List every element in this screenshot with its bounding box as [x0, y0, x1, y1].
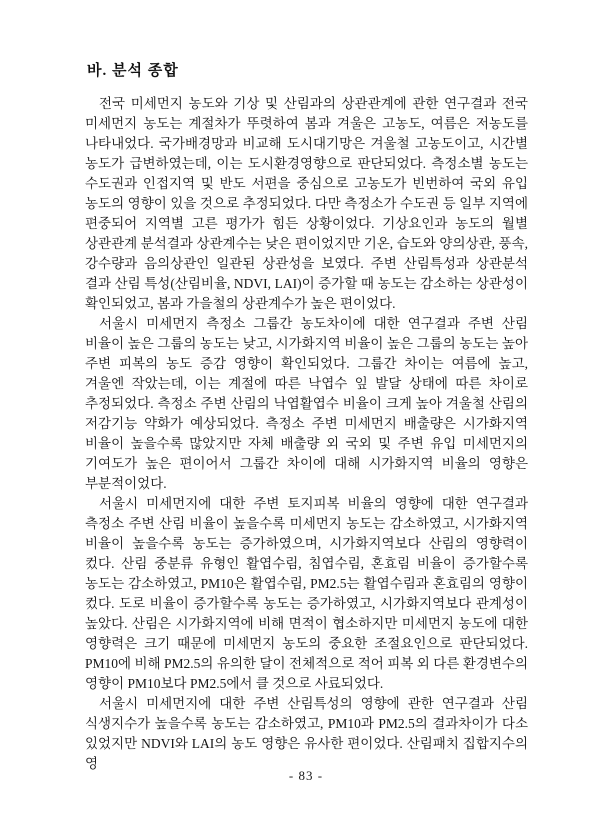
paragraph-landcover-ratio-effect: 서울시 미세먼지에 대한 주변 토지피복 비율의 영향에 대한 연구결과 측정소 주변 산림 비율이 높을수록 미세먼지 농도는 감소하였고, 시가화지역 비율이 높을수록 농도는 증가하였으며, 시가화지역보다 산림의 영향력이 컸다. 산림 중분류 유형인 활엽수림, 침엽수림, 혼효림 비율이 증가할수록 농도는 감소하였고, PM10은 활엽수림, PM2.5는 활엽수림과 혼효림의 영향이 컸다. 도로 비율이 증가할수록 농도는 증가하였고, 시가화지역보다 관계성이 높았다. 산림은 시가화지역에 비해 면적이 협소하지만 미세먼지 농도에 대한 영향력은 크기 때문에 미세먼지 농도의 중요한 조절요인으로 판단되었다. PM10에 비해 PM2.5의 유의한 달이 전체적으로 적어 피복 외 다른 환경변수의 영향이 PM10보다 PM2.5에서 클 것으로 사료되었다.: [85, 496, 528, 691]
section-heading: 바. 분석 종합: [87, 63, 179, 79]
paragraph-forest-characteristics-effect: 서울시 미세먼지에 대한 주변 산림특성의 영향에 관한 연구결과 산림 식생지수가 높을수록 농도는 감소하였고, PM10과 PM2.5의 결과차이가 다소 있었지만 NDVI와 LAI의 농도 영향은 유사한 편이었다. 산림패치 집합지수의 영: [85, 696, 528, 771]
paragraph-seoul-station-groups: 서울시 미세먼지 측정소 그룹간 농도차이에 대한 연구결과 주변 산림 비율이 높은 그룹의 농도는 낮고, 시가화지역 비율이 높은 그룹의 농도는 높아 주변 피복의 농도 증감 영향이 확인되었다. 그룹간 차이는 여름에 높고, 겨울엔 작았는데, 이는 계절에 따른 낙엽수 잎 발달 상태에 따른 차이로 추정되었다. 측정소 주변 산림의 낙엽활엽수 비율이 크게 높아 겨울철 산림의 저감기능 약화가 예상되었다. 측정소 주변 미세먼지 배출량은 시가화지역 비율이 높을수록 많았지만 자체 배출량 외 국외 및 주변 유입 미세먼지의 기여도가 높은 편이어서 그룹간 차이에 대해 시가화지역 비율의 영향은 부분적이었다.: [85, 316, 528, 491]
page-number: - 83 -: [288, 768, 324, 783]
page-content: [85, 61, 528, 774]
paragraph-national-pm-correlation: 전국 미세먼지 농도와 기상 및 산림과의 상관관계에 관한 연구결과 전국 미세먼지 농도는 계절차가 뚜렷하여 봄과 겨울은 고농도, 여름은 저농도를 나타내었다. 국가배경망과 비교해 도시대기망은 겨울철 고농도이고, 시간별 농도가 급변하였는데, 이는 도시환경영향으로 판단되었다. 측정소별 농도는 수도권과 인접지역 및 반도 서편을 중심으로 고농도가 빈번하여 국외 유입 농도의 영향이 있을 것으로 추정되었다. 다만 측정소가 수도권 등 일부 지역에 편중되어 지역별 고른 평가가 힘든 상황이었다. 기상요인과 농도의 월별 상관관계 분석결과 상관계수는 낮은 편이었지만 기온, 습도와 양의상관, 풍속, 강수량과 음의상관인 일관된 상관성을 보였다. 주변 산림특성과 상관분석 결과 산림 특성(산림비율, NDVI, LAI)이 증가할 때 농도는 감소하는 상관성이 확인되었고, 봄과 가을철의 상관계수가 높은 편이었다.: [85, 96, 528, 311]
